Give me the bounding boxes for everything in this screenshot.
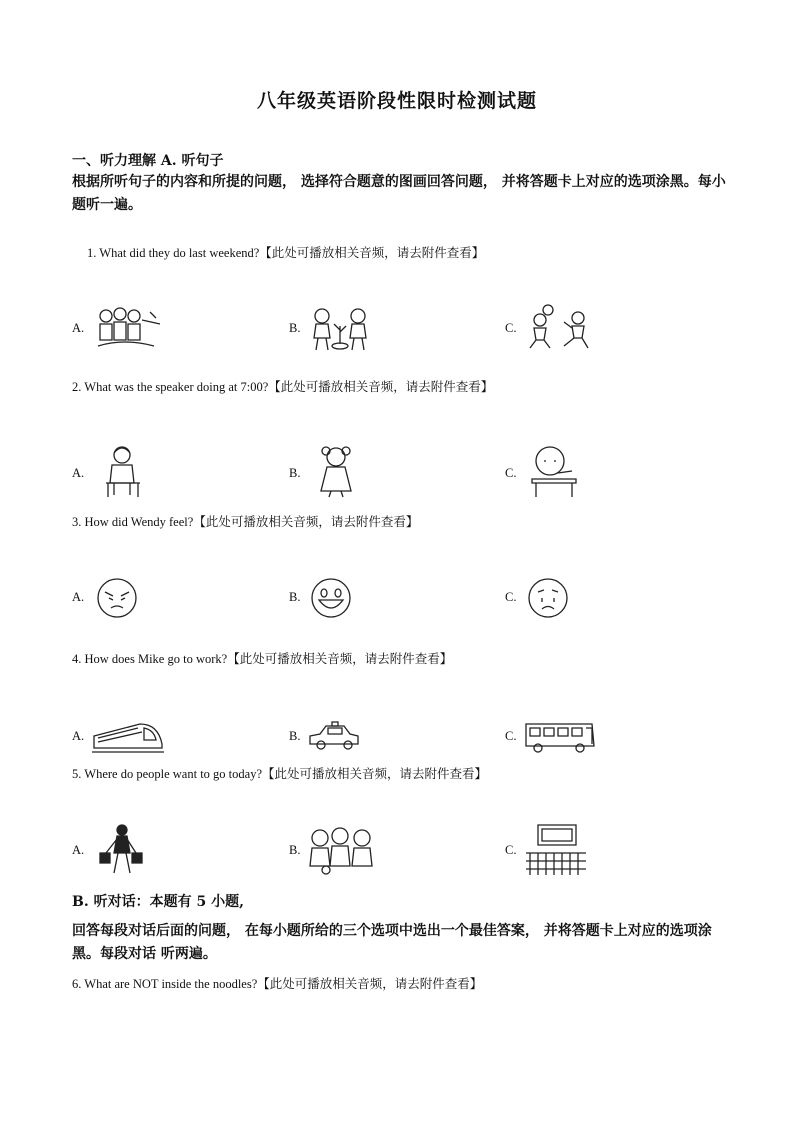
audio-note: 【此处可播放相关音频，请去附件查看】 — [259, 246, 485, 260]
bus-picture — [524, 720, 596, 754]
girl-standing-picture — [313, 443, 359, 499]
question-4 — [72, 649, 452, 667]
option-5c[interactable]: C. — [505, 843, 517, 857]
question-4-text: 4. How does Mike go to work? — [72, 652, 228, 666]
option-5b[interactable]: B. — [289, 843, 301, 857]
option-3b[interactable]: B. — [289, 590, 301, 604]
question-6-text: 6. What are NOT inside the noodles? — [72, 977, 258, 991]
question-2-text: 2. What was the speaker doing at 7:00? — [72, 380, 269, 394]
angry-face-picture — [95, 576, 139, 620]
cinema-picture — [524, 823, 588, 877]
playing-football-picture — [524, 302, 594, 352]
boy-at-desk-picture — [528, 443, 578, 499]
audio-note: 【此处可播放相关音频，请去附件查看】 — [193, 515, 419, 529]
option-2c[interactable]: C. — [505, 466, 517, 480]
question-5 — [72, 764, 487, 782]
option-1a[interactable]: A. — [72, 321, 85, 335]
section-a-heading: 一、听力理解 A. 听句子 — [72, 153, 224, 169]
option-4c[interactable]: C. — [505, 729, 517, 743]
shopping-woman-picture — [96, 823, 146, 875]
option-4a[interactable]: A. — [72, 729, 85, 743]
option-1b[interactable]: B. — [289, 321, 301, 335]
option-2a[interactable]: A. — [72, 466, 85, 480]
question-3-text: 3. How did Wendy feel? — [72, 515, 194, 529]
girl-sitting-picture — [100, 443, 146, 499]
children-picture — [306, 826, 378, 876]
planting-tree-picture — [308, 304, 372, 352]
taxi-picture — [308, 720, 360, 752]
section-a-instruction: 根据所听句子的内容和所提的问题， 选择符合题意的图画回答问题， 并将答题卡上对应的选项涂黑。每小题听一遍。 — [72, 174, 726, 213]
option-2b[interactable]: B. — [289, 466, 301, 480]
section-b-heading: B. 听对话：本题有 5 小题, — [72, 894, 244, 910]
sad-face-picture — [526, 576, 570, 620]
question-1 — [87, 243, 484, 261]
section-b-instruction: 回答每段对话后面的问题， 在每小题所给的三个选项中选出一个最佳答案， 并将答题卡上对应的选项涂黑。每段对话 听两遍。 — [72, 923, 712, 962]
option-4b[interactable]: B. — [289, 729, 301, 743]
option-5a[interactable]: A. — [72, 843, 85, 857]
audio-note: 【此处可播放相关音频，请去附件查看】 — [262, 767, 488, 781]
question-2 — [72, 377, 493, 395]
question-3 — [72, 512, 418, 530]
question-1-text: 1. What did they do last weekend? — [87, 246, 260, 260]
audio-note: 【此处可播放相关音频，请去附件查看】 — [227, 652, 453, 666]
option-1c[interactable]: C. — [505, 321, 517, 335]
page-title: 八年级英语阶段性限时检测试题 — [256, 90, 537, 112]
audio-note: 【此处可播放相关音频，请去附件查看】 — [268, 380, 494, 394]
happy-face-picture — [309, 576, 353, 620]
option-3c[interactable]: C. — [505, 590, 517, 604]
question-6 — [72, 974, 482, 992]
train-picture — [92, 714, 164, 754]
option-3a[interactable]: A. — [72, 590, 85, 604]
question-5-text: 5. Where do people want to go today? — [72, 767, 262, 781]
audio-note: 【此处可播放相关音频，请去附件查看】 — [257, 977, 483, 991]
kids-playing-picture — [94, 302, 164, 350]
